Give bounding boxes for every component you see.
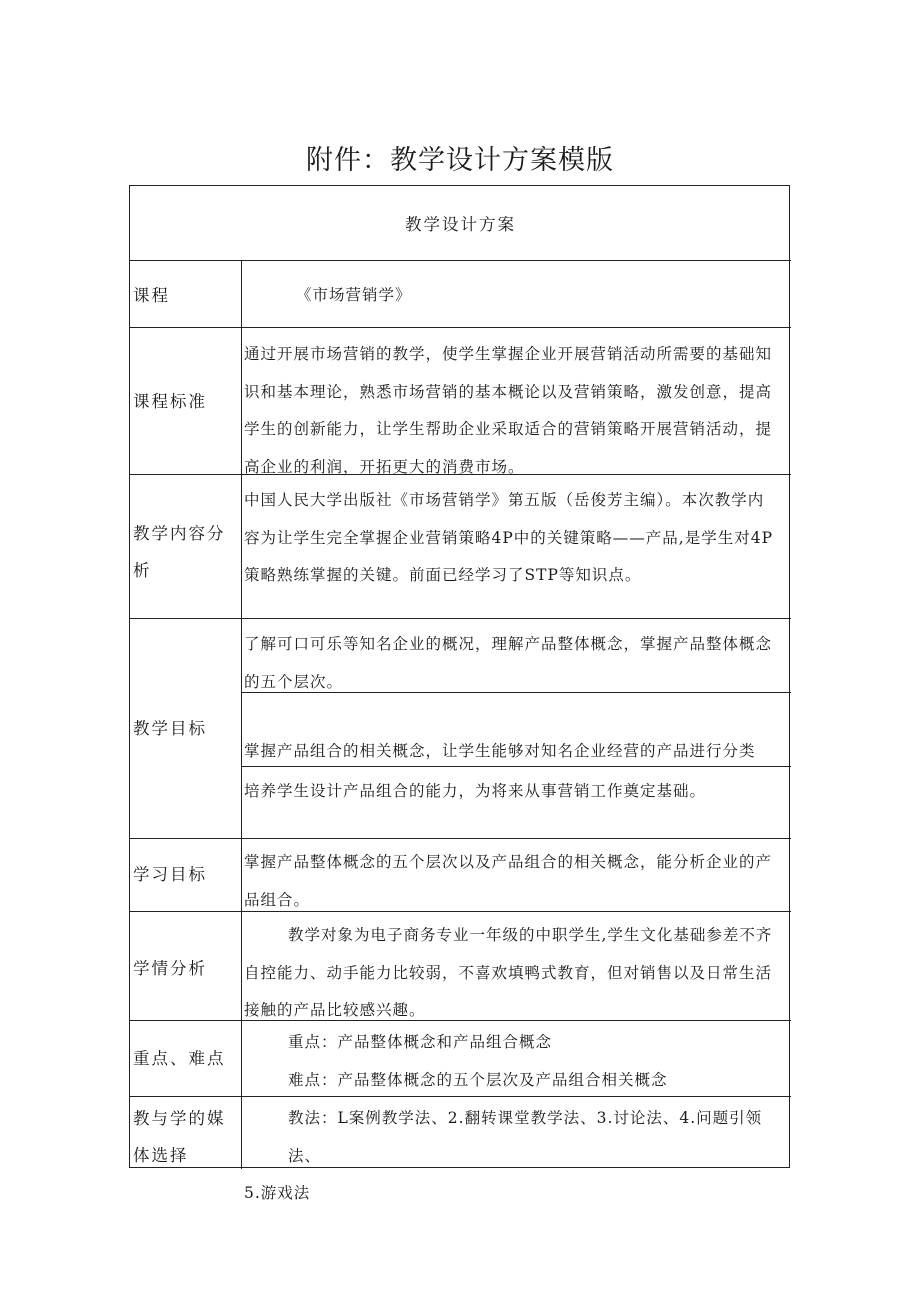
label-line: 教与学的媒 <box>133 1109 226 1128</box>
standard-label: 课程标准 <box>133 392 207 411</box>
media-text <box>244 1100 789 1213</box>
objective-item-3 <box>244 773 789 811</box>
design-table <box>129 185 790 1202</box>
text-line: 品组合。 <box>244 890 311 909</box>
row-divider <box>130 260 791 261</box>
text-line: 掌握产品整体概念的五个层次以及产品组合的相关概念，能分析企业的产 <box>244 853 773 871</box>
label-line: 析 <box>133 561 152 580</box>
text-line: 培养学生设计产品组合的能力，为将来从事营销工作奠定基础。 <box>244 782 707 800</box>
content-text <box>244 482 789 595</box>
objectives-label: 教学目标 <box>133 719 207 738</box>
label-line: 体选择 <box>133 1146 189 1165</box>
text-line: 通过开展市场营销的教学，使学生掌握企业开展营销活动所需要的基础知 <box>244 345 773 363</box>
objective-item-2 <box>244 733 789 771</box>
row-divider <box>130 618 791 619</box>
text-line: 中国人民大学出版社《市场营销学》第五版（岳俊芳主编）。本次教学内 <box>244 491 765 509</box>
text-line: 接触的产品比较感兴趣。 <box>244 1001 426 1019</box>
difficult-point-text: 难点：产品整体概念的五个层次及产品组合相关概念 <box>288 1071 668 1089</box>
text-line: 教学对象为电子商务专业一年级的中职学生,学生文化基础参差不齐 <box>288 926 773 944</box>
document-title: 附件：教学设计方案模版 <box>306 145 614 176</box>
text-line: 5.游戏法 <box>244 1184 311 1202</box>
learning-text <box>244 844 789 919</box>
objective-item-1 <box>244 626 789 701</box>
text-line: 高企业的利润，开拓更大的消费市场。 <box>244 457 525 476</box>
text-line: 教法：L案例教学法、2.翻转课堂教学法、3.讨论法、4.问题引领法、 <box>288 1109 763 1165</box>
key-points-label: 重点、难点 <box>133 1049 226 1068</box>
column-divider <box>241 260 242 1169</box>
learners-text <box>244 917 789 1030</box>
text-line: 了解可口可乐等知名企业的概况，理解产品整体概念，掌握产品整体概念 <box>244 635 773 653</box>
text-line: 识和基本理论，熟悉市场营销的基本概论以及营销策略，激发创意，提高 <box>244 382 773 401</box>
table-header: 教学设计方案 <box>405 215 516 234</box>
text-line: 学生的创新能力，让学生帮助企业采取适合的营销策略开展营销活动，提 <box>244 420 773 438</box>
text-line: 掌握产品组合的相关概念，让学生能够对知名企业经营的产品进行分类 <box>244 742 756 760</box>
label-line: 教学内容分 <box>133 524 226 543</box>
row-divider <box>130 838 791 839</box>
media-label <box>133 1100 226 1174</box>
text-line: 容为让学生完全掌握企业营销策略4P中的关键策略——产品,是学生对4P <box>244 528 774 547</box>
content-label <box>133 515 226 589</box>
course-label: 课程 <box>133 286 170 305</box>
text-line: 的五个层次。 <box>244 672 344 691</box>
learners-label: 学情分析 <box>133 959 207 978</box>
course-value: 《市场营销学》 <box>296 286 412 304</box>
text-line: 策略熟练掌握的关键。前面已经学习了STP等知识点。 <box>244 566 642 584</box>
row-divider <box>130 327 791 328</box>
learning-label: 学习目标 <box>133 865 207 884</box>
standard-text <box>244 336 789 486</box>
key-point-text: 重点：产品整体概念和产品组合概念 <box>288 1033 553 1051</box>
text-line: 自控能力、动手能力比较弱，不喜欢填鸭式教育，但对销售以及日常生活 <box>244 963 773 982</box>
